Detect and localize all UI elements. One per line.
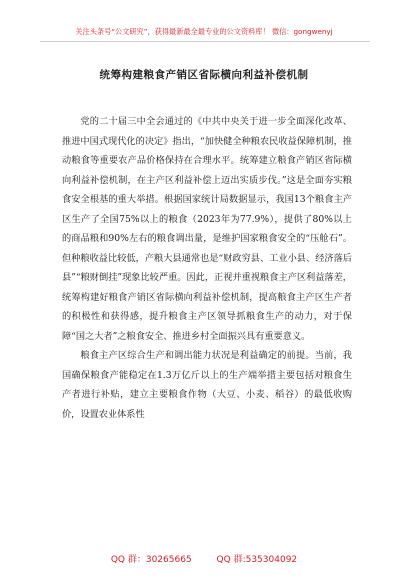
document-body	[62, 112, 352, 424]
footer-qq-group-2: QQ 群:535304092	[216, 555, 298, 565]
footer-contacts	[0, 552, 408, 565]
body-paragraph-2: 粮食主产区综合生产和调出能力状况是利益确定的前提。当前，我国确保粮食产能稳定在1.3万亿斤以上的生产端举措主要包括对粮食生产者进行补贴，建立主要粮食作物（大豆、小麦、稻谷）的最低收购价，设置农业体系性	[62, 350, 352, 420]
header-banner: 关注头条号“公文研究”，获得最新最全最专业的公文资料库！ 微信：gongwenyj	[75, 27, 333, 36]
footer-qq-group-1: QQ 群：30265665	[110, 555, 192, 565]
body-paragraph-1: 党的二十届三中全会通过的《中共中央关于进一步全面深化改革、推进中国式现代化的决定》指出，“加快健全种粮农民收益保障机制，推动粮食等重要农产品价格保持在合理水平。统筹建立粮食产销区省际横向利益补偿机制，在主产区利益补偿上迈出实质步伐。”这是全面夯实粮食安全根基的重大举措。根据国家统计局数据显示，我国13个粮食主产区生产了全国75%以上的粮食（2023年为77.9%），提供了80%以上的商品粮和90%左右的粮食调出量，是维护国家粮食安全的“压舱石”。但种粮收益比较低，产粮大县通常也是“财政穷县、工业小县、经济落后县”“粮财倒挂”现象比较严重。因此，正视并重视粮食主产区利益落差，统筹构建好粮食产销区省际横向利益补偿机制，提高粮食主产区生产者的积极性和获得感，提升粮食主产区领导抓粮食生产的动力，对于保障“国之大者”之粮食安全、推进乡村全面振兴具有重要意义。	[62, 116, 352, 342]
document-title: 统筹构建粮食产销区省际横向利益补偿机制	[99, 69, 309, 81]
header-divider	[40, 41, 370, 42]
